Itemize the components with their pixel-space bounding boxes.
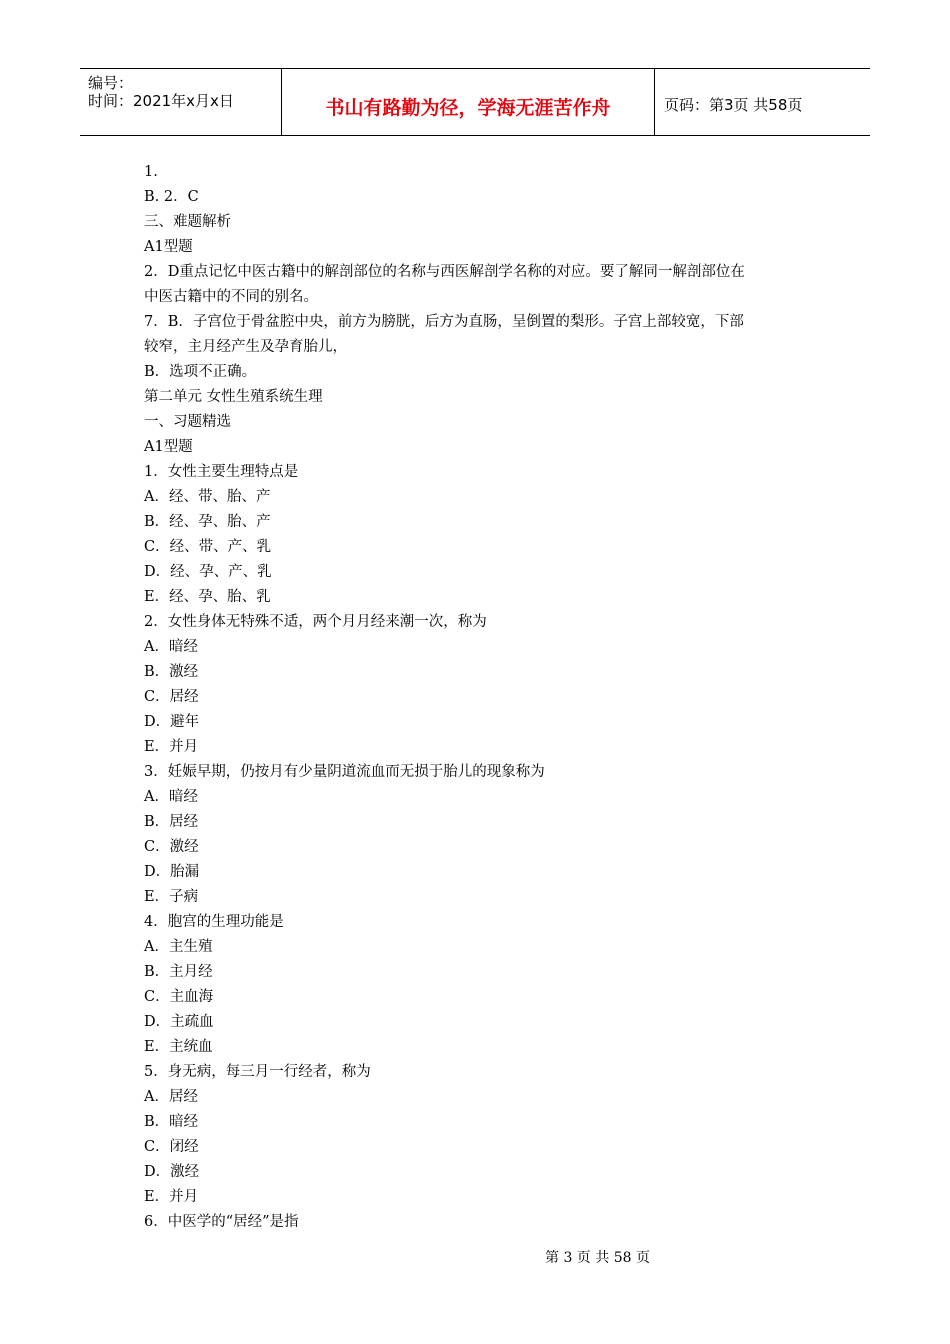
answer-option: A．暗经 xyxy=(144,639,198,655)
answer-option: B．经、孕、胎、产 xyxy=(144,514,271,530)
answer-option: E．并月 xyxy=(144,739,199,755)
question-stem: 2．女性身体无特殊不适，两个月月经来潮一次，称为 xyxy=(144,614,487,630)
answer-option: A．经、带、胎、产 xyxy=(144,489,271,505)
document-number-label: 编号： xyxy=(88,74,134,92)
answer-option: C．主血海 xyxy=(144,989,214,1005)
document-header xyxy=(80,68,870,136)
body-line: B. 2．C xyxy=(144,189,199,205)
page-footer xyxy=(0,1247,950,1267)
footer-page-number: 第 3 页 共 58 页 xyxy=(545,1250,650,1266)
body-line: 中医古籍中的不同的别名。 xyxy=(144,289,318,305)
answer-option: D．避年 xyxy=(144,714,200,730)
body-line: 较窄，主月经产生及孕育胎儿， xyxy=(144,339,347,355)
answer-option: B．激经 xyxy=(144,664,199,680)
answer-option: E．并月 xyxy=(144,1189,199,1205)
answer-option: E．主统血 xyxy=(144,1039,213,1055)
header-meta-cell xyxy=(80,69,282,135)
answer-option: B．居经 xyxy=(144,814,199,830)
answer-option: C．经、带、产、乳 xyxy=(144,539,272,555)
body-line: 1. xyxy=(144,164,158,180)
body-line: 7．B．子宫位于骨盆腔中央，前方为膀胱，后方为直肠，呈倒置的梨形。子宫上部较宽，下部 xyxy=(144,314,744,330)
question-stem: 1．女性主要生理特点是 xyxy=(144,464,299,480)
header-page-cell xyxy=(655,69,870,135)
unit-heading: 第二单元 女性生殖系统生理 xyxy=(144,389,323,405)
question-type-label: A1型题 xyxy=(144,439,193,455)
body-line: 2．D重点记忆中医古籍中的解剖部位的名称与西医解剖学名称的对应。要了解同一解剖部位在 xyxy=(144,264,745,280)
question-stem: 6．中医学的“居经”是指 xyxy=(144,1214,299,1230)
header-page-number: 页码：第3页 共58页 xyxy=(664,96,803,114)
answer-option: B．主月经 xyxy=(144,964,213,980)
answer-option: B．暗经 xyxy=(144,1114,199,1130)
answer-option: E．子病 xyxy=(144,889,199,905)
answer-option: A．居经 xyxy=(144,1089,198,1105)
document-date-label: 时间：2021年x月x日 xyxy=(88,92,234,110)
question-stem: 4．胞宫的生理功能是 xyxy=(144,914,284,930)
header-motto-cell xyxy=(282,69,655,135)
section-heading: 一、习题精选 xyxy=(144,414,231,430)
question-type-label: A1型题 xyxy=(144,239,193,255)
question-stem: 5．身无病，每三月一行经者，称为 xyxy=(144,1064,371,1080)
answer-option: C．激经 xyxy=(144,839,199,855)
section-heading: 三、难题解析 xyxy=(144,214,231,230)
document-body xyxy=(144,160,814,1235)
answer-option: C．居经 xyxy=(144,689,199,705)
answer-option: A．主生殖 xyxy=(144,939,213,955)
answer-option: E．经、孕、胎、乳 xyxy=(144,589,271,605)
answer-option: D．经、孕、产、乳 xyxy=(144,564,272,580)
question-stem: 3．妊娠早期，仍按月有少量阴道流血而无损于胎儿的现象称为 xyxy=(144,764,545,780)
answer-option: D．胎漏 xyxy=(144,864,200,880)
header-motto: 书山有路勤为径，学海无涯苦作舟 xyxy=(325,97,611,119)
body-line: B．选项不正确。 xyxy=(144,364,257,380)
answer-option: A．暗经 xyxy=(144,789,198,805)
answer-option: D．主疏血 xyxy=(144,1014,214,1030)
answer-option: C．闭经 xyxy=(144,1139,199,1155)
answer-option: D．激经 xyxy=(144,1164,200,1180)
